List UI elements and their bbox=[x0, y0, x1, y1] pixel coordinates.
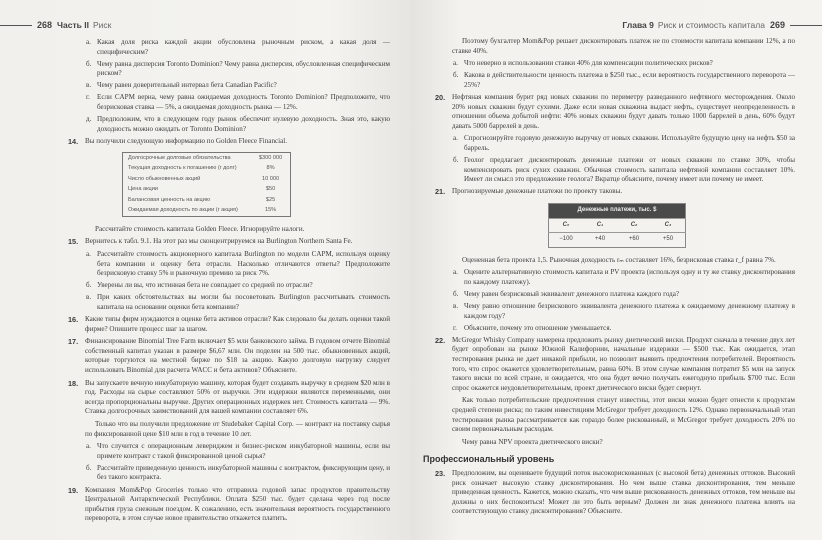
table-row: −100 +40 +60 +50 bbox=[549, 233, 686, 248]
right-page-content bbox=[423, 25, 795, 520]
list-item: а. Какая доля риска каждой акции обусловлена рыночным риском, а какая доля — специфическим? bbox=[86, 38, 390, 56]
golden-fleece-table bbox=[122, 152, 291, 216]
list-item: а. Что неверно в использовании ставки 40% для компенсации политических рисков? bbox=[453, 59, 713, 68]
paragraph: Только что вы получили предложение от Studebaker Capital Corp. — контракт на поставку сырья по фиксированной цене $10 млн в год в течение 10 лет. bbox=[85, 419, 390, 438]
left-page-content bbox=[68, 38, 390, 527]
problem-23: 23. Предположим, вы оцениваете будущий поток высокорискованных (с высокой бета) денежных оттоков. Высокий риск означает высокую ставку дисконтирования. Но чем выше ставка дисконтирования, тем меньше приведенная ценность. Кажется, можно сказать, что чем выше рискованность денежных оттоков, тем меньше вы должны о них беспокоиться! Может ли это быть верным? Должен ли знак денежного платежа влиять на соответствующую ставку дисконтирования? Объясните. bbox=[435, 468, 795, 516]
chapter-label: Глава 9 bbox=[622, 20, 654, 30]
table-title: Денежные платежи, тыс. $ bbox=[549, 203, 686, 218]
list-item: в. Чему равен доверительный интервал бета Canadian Pacific? bbox=[86, 81, 277, 90]
table-row: Цена акции $50 bbox=[128, 186, 276, 193]
header-rule bbox=[0, 25, 32, 26]
list-item: г. Объясните, почему это отношение уменьшается. bbox=[453, 323, 612, 332]
problem-21: 21. Прогнозируемые денежные платежи по проекту таковы. bbox=[435, 187, 623, 197]
list-item: в. При каких обстоятельствах вы могли бы посоветовать Burlington рассчитывать стоимость капитала на основании оценки бета компании? bbox=[86, 293, 390, 311]
part-label: Часть II bbox=[57, 20, 89, 30]
list-item: б. Рассчитайте приведенную ценность инкубаторной машины с контрактом, фиксирующим цену, и без такого контракта. bbox=[86, 463, 390, 482]
section-title: Профессиональный уровень bbox=[423, 454, 555, 465]
list-item: б. Какова в действительности ценность платежа в $250 тыс., если вероятность государственного переворота — 25%? bbox=[453, 71, 795, 89]
list-item: б. Чему равен безрисковый эквивалент денежного платежа каждого года? bbox=[453, 289, 680, 298]
table-row: Число обыкновенных акций 10 000 bbox=[128, 175, 280, 182]
page-number: 269 bbox=[769, 20, 785, 30]
paragraph: Как только потребительские предпочтения станут известны, этот виски можно будет отнести к продуктам средней степени риска; по таким инвестициям McGregor требует доходность 12%. Однако первоначальный этап тестирования рынка рассматривается как гораздо более рискованный, и McGregor требует доходность 20% по своим первоначальным расходам. bbox=[452, 396, 795, 434]
list-item: в. Чему равно отношение безрискового эквивалента денежного платежа к ожидаемому денежному платежу в каждом году? bbox=[453, 302, 795, 320]
table-row: Долгосрочные долговые обязательства $300 000 bbox=[128, 155, 283, 162]
list-item: а. Оцените альтернативную стоимость капитала и PV проекта (используя одну и ту же ставку дисконтирования по каждому платежу). bbox=[453, 268, 795, 286]
part-title: Риск bbox=[92, 20, 112, 30]
problem-16: 16. Какие типы фирм нуждаются в оценке бета активов отрасли? Как следовало бы делать оценки такой фирме? Опишите процесс шаг за шагом. bbox=[68, 315, 390, 333]
paragraph: Чему равна NPV проекта диетического виски? bbox=[462, 437, 603, 446]
paragraph: Оцененная бета проекта 1,5. Рыночная доходность rₘ составляет 16%, безрисковая ставка r_f равна 7%. bbox=[462, 255, 776, 264]
chapter-title: Риск и стоимость капитала bbox=[657, 20, 765, 30]
list-item: б. Геолог предлагает дисконтировать денежные платежи от новых скважин по ставке 30%, чтобы компенсировать риск сухих скважин. Обычная стоимость капитала нефтяной компании составляет 10%. Имеет ли смысл это предложение геолога? Вкратце объясните, почему имеет или почему не имеет. bbox=[453, 156, 795, 184]
problem-17: 17. Финансирование Binomial Tree Farm включает $5 млн банковского займа. В годовом отчете Binomial собственный капитал указан в размере $6,67 млн. Он поделен на 500 тыс. обыкновенных акций, которые торгуются на местной бирже по $18 за акцию. Какую долговую нагрузку следует использовать Binomial для расчета WACC и бета активов? Объясните. bbox=[68, 337, 390, 374]
list-item: б. Уверены ли вы, что истинная бета не совпадает со средней по отрасли? bbox=[86, 281, 313, 290]
problem-20: 20. Нефтяная компания бурит ряд новых скважин по периметру разведанного нефтяного месторождения. Около 20% новых скважин будут сухими. Даже если новая скважина выдаст нефть, существует неопределенность в отношении объема добытой нефти: 40% новых скважин будут давать только 1000 баррелей в день, 60% будут давать 5000 баррелей в день. bbox=[435, 92, 795, 130]
table-row: Ожидаемая доходность по акции (r акция) 15% bbox=[128, 206, 277, 213]
problem-18: 18. Вы запускаете вечную инкубаторную машину, которая будет создавать выручку в среднем $20 млн в год. Расходы на сырье составляют 50% от выручки. Эти издержки являются переменными, они всегда пропорциональны выручке. Других операционных издержек нет. Стоимость капитала — 9%. Ставка долгосрочных заимствований для вашей компании составляет 6%. bbox=[68, 378, 390, 416]
list-item: д. Предположим, что в следующем году рынок обеспечит нулевую доходность. Зная это, какую доходность можно ожидать от Toronto Dominion? bbox=[86, 115, 390, 133]
right-page bbox=[411, 0, 822, 540]
list-item: б. Чему равна дисперсия Toronto Dominion? Чему равна дисперсия, обусловленная специфическим риском? bbox=[86, 59, 390, 78]
list-item: а. Спрогнозируйте годовую денежную выручку от новых скважин. Используйте будущую цену на нефть $50 за баррель. bbox=[453, 134, 795, 152]
table-row: Балансовая ценность на акцию $25 bbox=[128, 196, 276, 203]
paragraph: Поэтому бухгалтер Mom&Pop решает дисконтировать платеж не по стоимости капитала компании 12%, а по ставке 40%. bbox=[452, 37, 795, 55]
problem-22: 22. McGregor Whisky Company намерена предложить рынку диетический виски. Продукт сначала в течение двух лет будет опробован на рынке Южной Калифорнии, начальные издержки — $500 тыс. Как ожидается, этап тестирования рынка не дает никакой прибыли, но позволит выявить предпочтения потребителей. Вероятность того, что спрос окажется удовлетворительным, равна 60%. В этом случае компания потратит $5 млн на запуск такого виски по всей стране, и ожидается, что она будет вечно получать ежегодную прибыль $700 тыс. Если спрос окажется неудовлетворительным, проект диетического виски будет свернут. bbox=[435, 335, 795, 392]
left-running-header bbox=[0, 20, 111, 30]
table-header-row: C₀ C₁ C₂ C₃ bbox=[549, 218, 686, 233]
page-number: 268 bbox=[37, 20, 53, 30]
problem-19: 19. Компания Mom&Pop Groceries только что отправила годовой запас продуктов правительству Центральной Антарктической Республики. Оплата $250 тыс. будет сделана через год после прибытия груза снежным поездом. К сожалению, есть значительная вероятность государственного переворота, в этом случае новое правительство откажется платить. bbox=[68, 485, 390, 523]
list-item: а. Что случится с операционным левериджем и бизнес-риском инкубаторной машины, если вы примете контракт с такой фиксированной ценой сырья? bbox=[86, 442, 390, 460]
problem-15: 15. Вернитесь к табл. 9.1. На этот раз мы сконцентрируемся на Burlington Northern Santa Fe. bbox=[68, 237, 353, 247]
list-item: г. Если CAPM верна, чему равна ожидаемая доходность Toronto Dominion? Предположите, что безрисковая ставка — 5%, а ожидаемая доходность рынка — 12%. bbox=[86, 93, 390, 112]
cash-flow-table bbox=[548, 203, 686, 248]
problem-14: 14. Вы получили следующую информацию по Golden Fleece Financial. bbox=[68, 136, 288, 146]
table-row: Текущая доходность к погашению (r долг) 8% bbox=[128, 165, 275, 172]
paragraph: Рассчитайте стоимость капитала Golden Fleece. Игнорируйте налоги. bbox=[95, 224, 305, 233]
list-item: а. Рассчитайте стоимость акционерного капитала Burlington по модели CAPM, используя оценку бета компании и оценку бета отрасли. Насколько отличаются ответы? Предположите безрисковую ставку 5% и рыночную премию за риск 7%. bbox=[86, 249, 390, 278]
